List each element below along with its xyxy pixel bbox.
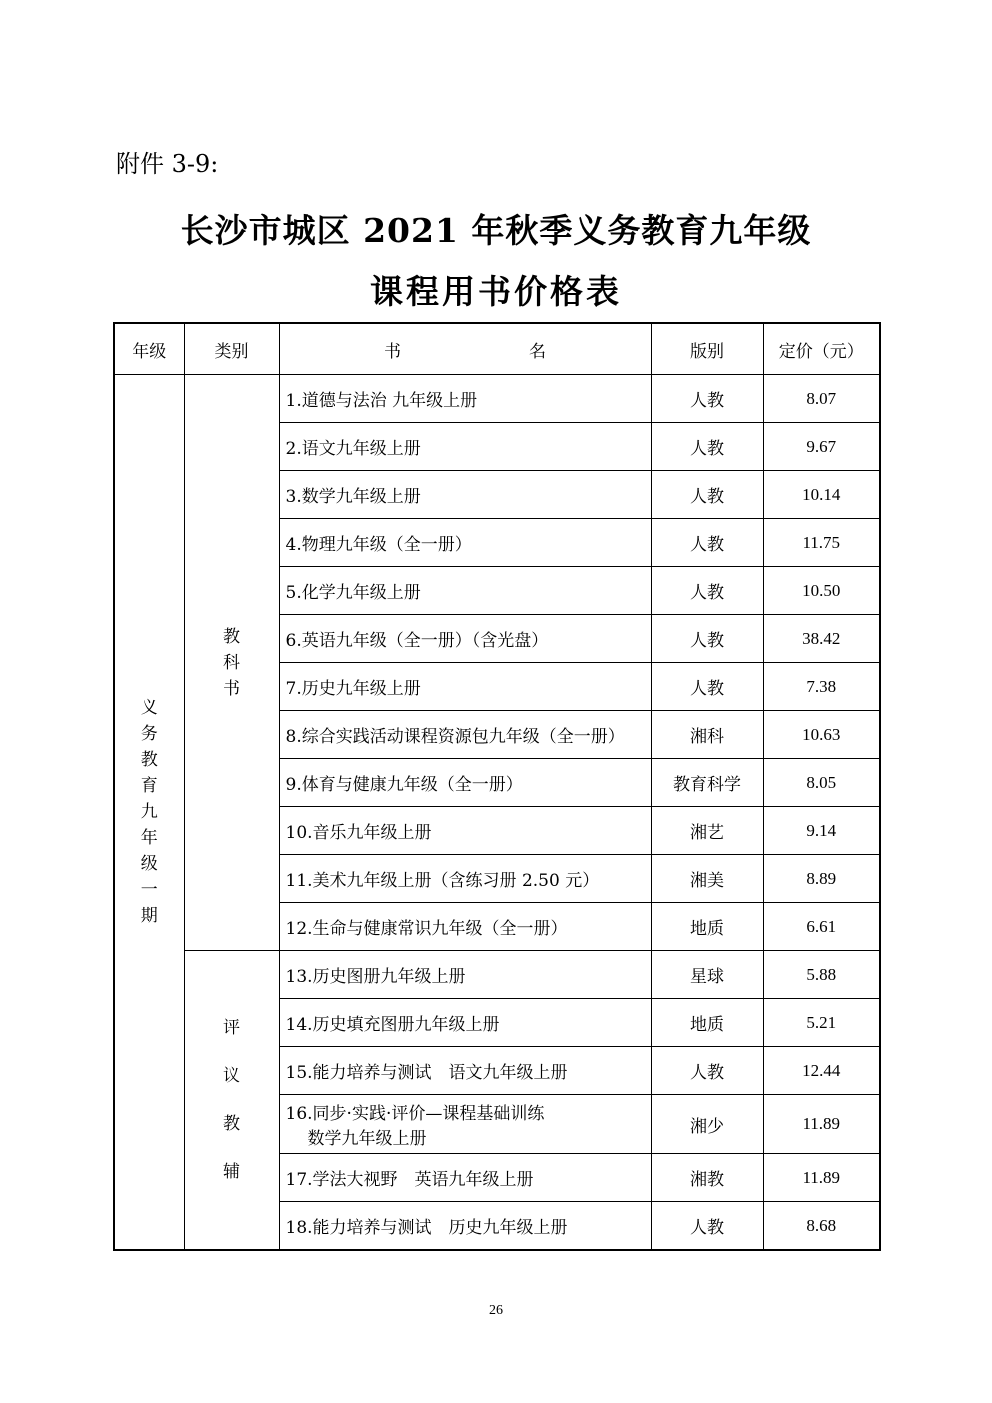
book-price: 5.21 bbox=[763, 999, 880, 1047]
category-aux: 评议教辅 bbox=[223, 1018, 240, 1182]
book-price: 8.07 bbox=[763, 375, 880, 423]
book-name: 8.综合实践活动课程资源包九年级（全一册） bbox=[279, 711, 651, 759]
book-name: 7.历史九年级上册 bbox=[279, 663, 651, 711]
book-name: 3.数学九年级上册 bbox=[279, 471, 651, 519]
book-name: 6.英语九年级（全一册）（含光盘） bbox=[279, 615, 651, 663]
table-row bbox=[114, 951, 880, 999]
book-name: 14.历史填充图册九年级上册 bbox=[279, 999, 651, 1047]
book-publisher: 湘科 bbox=[651, 711, 763, 759]
book-price: 10.63 bbox=[763, 711, 880, 759]
book-name: 4.物理九年级（全一册） bbox=[279, 519, 651, 567]
book-name: 13.历史图册九年级上册 bbox=[279, 951, 651, 999]
book-name: 1.道德与法治 九年级上册 bbox=[279, 375, 651, 423]
book-publisher: 地质 bbox=[651, 903, 763, 951]
book-price: 8.05 bbox=[763, 759, 880, 807]
book-publisher: 人教 bbox=[651, 663, 763, 711]
book-price: 10.50 bbox=[763, 567, 880, 615]
book-price: 10.14 bbox=[763, 471, 880, 519]
category-textbook: 教科书 bbox=[223, 626, 240, 699]
book-name: 17.学法大视野 英语九年级上册 bbox=[279, 1154, 651, 1202]
book-price: 12.44 bbox=[763, 1047, 880, 1095]
table-header-row bbox=[114, 323, 880, 375]
price-table bbox=[113, 322, 881, 1251]
book-publisher: 教育科学 bbox=[651, 759, 763, 807]
book-name: 9.体育与健康九年级（全一册） bbox=[279, 759, 651, 807]
book-name: 18.能力培养与测试 历史九年级上册 bbox=[279, 1202, 651, 1251]
header-category: 类别 bbox=[184, 323, 279, 375]
book-price: 11.89 bbox=[763, 1154, 880, 1202]
book-price: 8.68 bbox=[763, 1202, 880, 1251]
book-price: 5.88 bbox=[763, 951, 880, 999]
grade-label: 义务教育九年级一期 bbox=[140, 698, 158, 926]
book-price: 8.89 bbox=[763, 855, 880, 903]
attachment-label: 附件 3-9: bbox=[116, 150, 219, 178]
header-grade: 年级 bbox=[114, 323, 184, 375]
book-publisher: 人教 bbox=[651, 1202, 763, 1251]
book-publisher: 湘美 bbox=[651, 855, 763, 903]
book-publisher: 人教 bbox=[651, 615, 763, 663]
book-price: 7.38 bbox=[763, 663, 880, 711]
book-publisher: 人教 bbox=[651, 375, 763, 423]
book-name: 5.化学九年级上册 bbox=[279, 567, 651, 615]
page-title-line1: 长沙市城区 2021 年秋季义务教育九年级 bbox=[180, 211, 812, 250]
book-name: 12.生命与健康常识九年级（全一册） bbox=[279, 903, 651, 951]
book-price: 11.75 bbox=[763, 519, 880, 567]
book-price: 11.89 bbox=[763, 1095, 880, 1154]
book-publisher: 人教 bbox=[651, 1047, 763, 1095]
book-price: 38.42 bbox=[763, 615, 880, 663]
header-book-name bbox=[279, 323, 651, 375]
book-name: 10.音乐九年级上册 bbox=[279, 807, 651, 855]
grade-cell bbox=[114, 375, 184, 1251]
book-publisher: 人教 bbox=[651, 567, 763, 615]
book-price: 9.14 bbox=[763, 807, 880, 855]
book-publisher: 湘艺 bbox=[651, 807, 763, 855]
book-name: 15.能力培养与测试 语文九年级上册 bbox=[279, 1047, 651, 1095]
category-aux-cell bbox=[184, 951, 279, 1251]
book-publisher: 人教 bbox=[651, 471, 763, 519]
book-name: 16.同步·实践·评价—课程基础训练 bbox=[285, 1104, 545, 1124]
book-name-cell bbox=[279, 1095, 651, 1154]
book-publisher: 湘少 bbox=[651, 1095, 763, 1154]
book-publisher: 湘教 bbox=[651, 1154, 763, 1202]
book-name-line2: 数学九年级上册 bbox=[307, 1129, 427, 1149]
book-name: 2.语文九年级上册 bbox=[279, 423, 651, 471]
book-publisher: 人教 bbox=[651, 519, 763, 567]
book-name: 11.美术九年级上册（含练习册 2.50 元） bbox=[279, 855, 651, 903]
table-row bbox=[114, 375, 880, 423]
book-publisher: 地质 bbox=[651, 999, 763, 1047]
header-name-char2: 名 bbox=[529, 341, 546, 362]
page-title-line2: 课程用书价格表 bbox=[370, 272, 622, 311]
page-number: 26 bbox=[489, 1303, 503, 1318]
header-publisher: 版别 bbox=[651, 323, 763, 375]
book-publisher: 人教 bbox=[651, 423, 763, 471]
book-price: 9.67 bbox=[763, 423, 880, 471]
book-publisher: 星球 bbox=[651, 951, 763, 999]
category-textbook-cell bbox=[184, 375, 279, 951]
header-name-char1: 书 bbox=[384, 341, 401, 362]
header-price: 定价（元） bbox=[763, 323, 880, 375]
book-price: 6.61 bbox=[763, 903, 880, 951]
